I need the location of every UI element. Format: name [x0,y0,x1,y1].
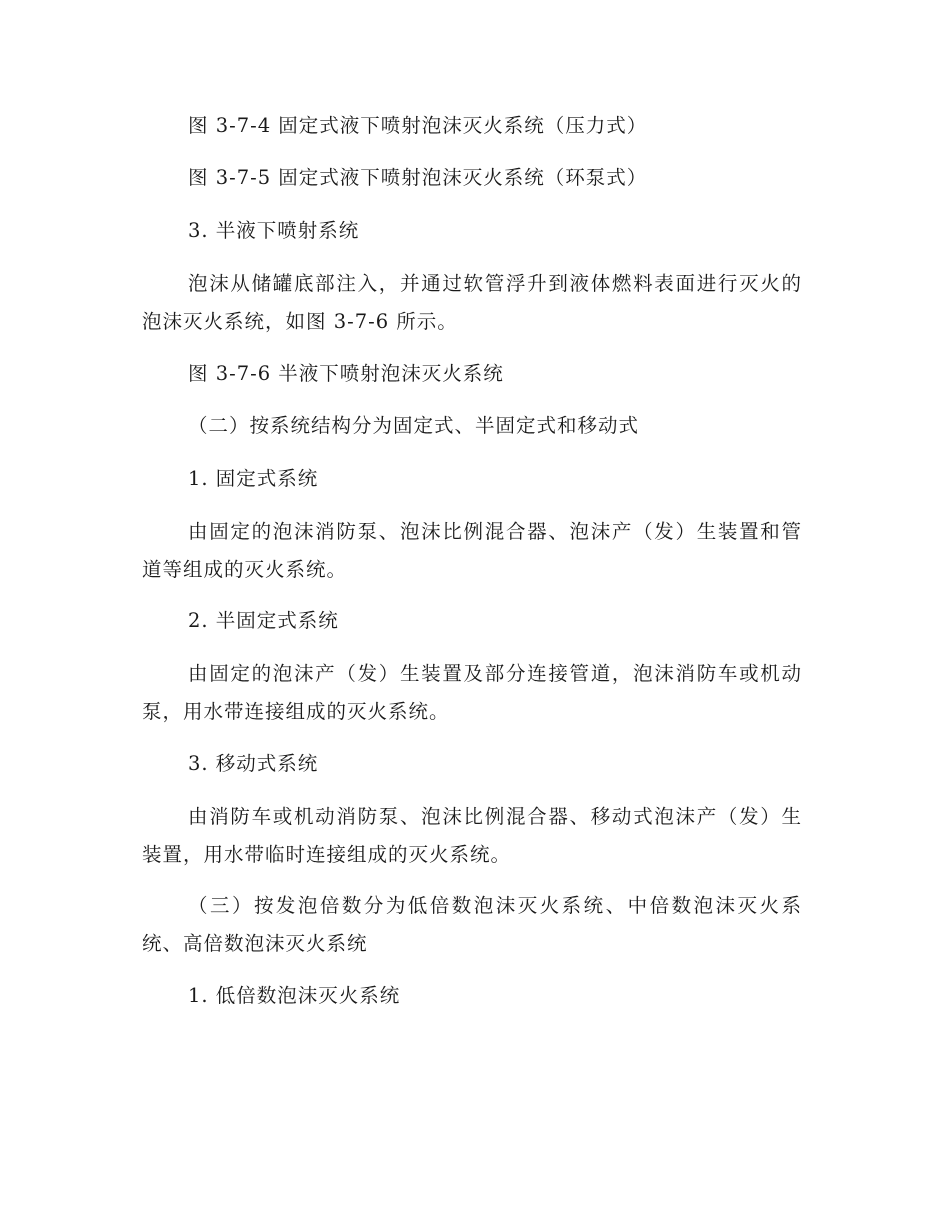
paragraph-semi-fixed: 由固定的泡沫产（发）生装置及部分连接管道，泡沫消防车或机动泵，用水带连接组成的灭火系统。 [142,662,802,723]
paragraph-semi-subsurface: 泡沫从储罐底部注入，并通过软管浮升到液体燃料表面进行灭火的泡沫灭火系统，如图 3-7-6 所示。 [142,272,802,333]
figure-caption-3-7-6: 图 3-7-6 半液下喷射泡沫灭火系统 [188,362,504,385]
section-heading-fixed: 1. 固定式系统 [188,467,319,490]
figure-caption-3-7-4: 图 3-7-4 固定式液下喷射泡沫灭火系统（压力式） [188,114,648,137]
section-heading-mobile: 3. 移动式系统 [188,752,319,775]
section-heading-by-expansion: （三）按发泡倍数分为低倍数泡沫灭火系统、中倍数泡沫灭火系统、高倍数泡沫灭火系统 [142,894,802,955]
section-heading-semi-subsurface: 3. 半液下喷射系统 [188,219,360,242]
section-heading-semi-fixed: 2. 半固定式系统 [188,609,339,632]
section-heading-low-expansion: 1. 低倍数泡沫灭火系统 [188,984,401,1007]
paragraph-mobile: 由消防车或机动消防泵、泡沫比例混合器、移动式泡沫产（发）生装置，用水带临时连接组成的灭火系统。 [142,805,802,866]
figure-caption-3-7-5: 图 3-7-5 固定式液下喷射泡沫灭火系统（环泵式） [188,166,648,189]
paragraph-fixed: 由固定的泡沫消防泵、泡沫比例混合器、泡沫产（发）生装置和管道等组成的灭火系统。 [142,520,802,581]
section-heading-by-structure: （二）按系统结构分为固定式、半固定式和移动式 [188,414,640,437]
